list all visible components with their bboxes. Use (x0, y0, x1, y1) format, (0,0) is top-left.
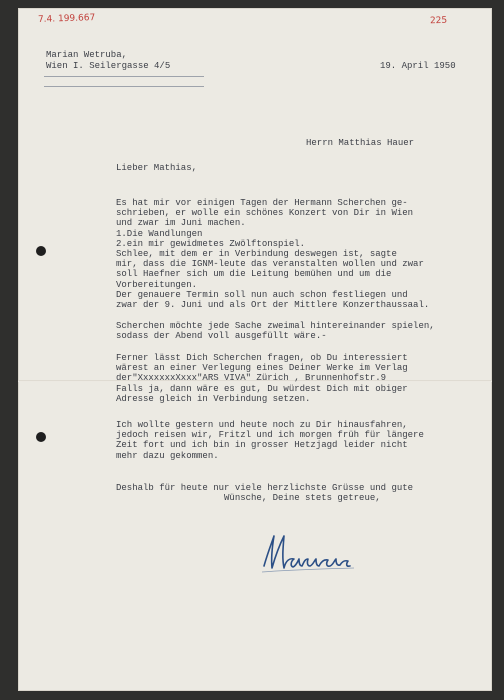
paragraph-closing: Deshalb für heute nur viele herzlichste Grüsse und gute Wünsche, Deine stets getreue, (116, 483, 414, 504)
archive-reference: 7.4. 199.667 (37, 13, 96, 25)
letter-date: 19. April 1950 (380, 61, 456, 71)
punch-hole-lower (36, 432, 46, 442)
paragraph-double-performance: Scherchen möchte jede Sache zweimal hintereinander spielen, sodass der Abend voll ausgefüllt wäre.- (116, 321, 435, 342)
paragraph-travel: Ich wollte gestern und heute noch zu Dir hinausfahren, jedoch reisen wir, Fritzl und ich morgen früh für längere Zeit fort und ich bin in grosser Hetzjagd leider nicht mehr dazu gekommen. (116, 420, 424, 461)
paragraph-ars-viva: Ferner lässt Dich Scherchen fragen, ob Du interessiert wärest an einer Verlegung eines Deiner Werke im Verlag der"XxxxxxxXxxx"ARS VIVA" Zürich , Brunnenhofstr.9 Falls ja, dann wäre es gut, Du würdest Dich mit obiger Adresse gleich in Verbindung setzen. (116, 353, 408, 404)
recipient: Herrn Matthias Hauer (306, 138, 415, 148)
address-underline (44, 76, 204, 77)
sender-name: Marian Wetruba, (46, 50, 128, 60)
paragraph-scherchen-concert: Es hat mir vor einigen Tagen der Hermann Scherchen ge- schrieben, er wolle ein schönes Konzert von Dir in Wien und zwar im Juni machen. 1.Die Wandlungen 2.ein mir gewidmetes Zwölftonspiel. Schlee, mit dem er in Verbindung deswegen ist, sagte mir, dass die IGNM-leute das veranstalten wollen und zwar soll Haefner sich um die Leitung bemühen und um die Vorbereitungen. Der genauere Termin soll nun auch schon festliegen und zwar der 9. Juni und als Ort der Mittlere Konzerthaussaal. (116, 198, 430, 311)
handwritten-signature (258, 524, 358, 580)
salutation: Lieber Mathias, (116, 163, 198, 173)
page-number: 225 (429, 15, 448, 27)
punch-hole-upper (36, 246, 46, 256)
address-underline-2 (44, 86, 204, 87)
letter-sheet (18, 8, 492, 691)
sender-address: Wien I. Seilergasse 4/5 (46, 61, 171, 71)
